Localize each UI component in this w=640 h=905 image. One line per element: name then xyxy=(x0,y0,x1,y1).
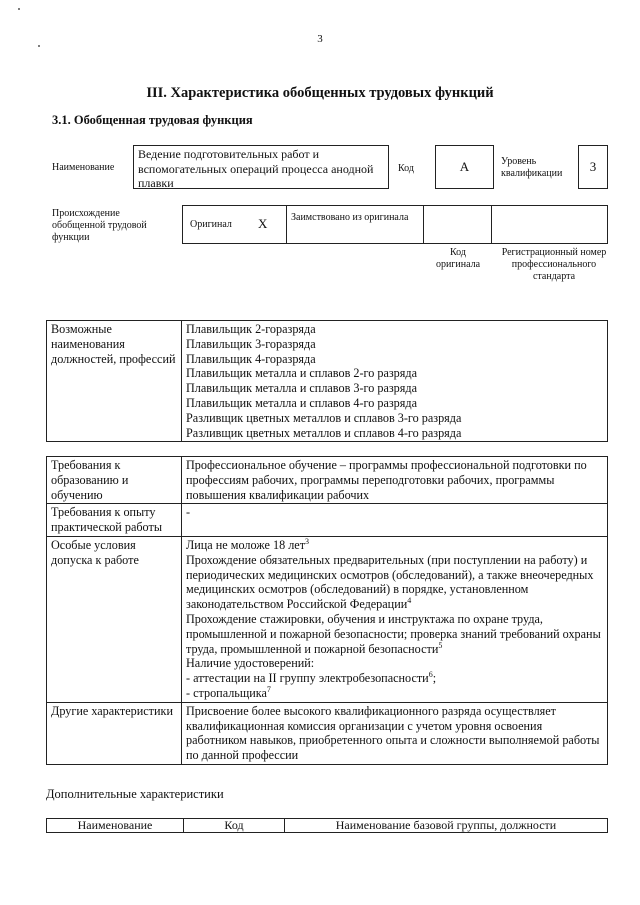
list-item: Плавильщик металла и сплавов 4-го разряда xyxy=(186,395,417,410)
origin-divider xyxy=(423,205,424,244)
table-row xyxy=(47,321,608,442)
section-title: III. Характеристика обобщенных трудовых функций xyxy=(146,85,494,101)
column-header-code: Код xyxy=(184,819,285,833)
additional-title: Дополнительные характеристики xyxy=(46,787,224,801)
table-row xyxy=(47,504,608,537)
borrowed-label: Заимствовано из оригинала xyxy=(291,212,409,223)
code-label: Код xyxy=(398,163,414,174)
origin-divider xyxy=(491,205,492,244)
special-line: - аттестации на II группу электробезопасности$^6$; xyxy=(186,670,437,686)
education-value: Профессиональное обучение – программы профессиональной подготовки по профессиям рабочих, программы переподготовки рабочих, программы повышения квалификации рабочих xyxy=(182,457,608,504)
additional-table xyxy=(46,818,608,833)
special-line: Наличие удостоверений: xyxy=(186,656,315,671)
special-line: Прохождение стажировки, обучения и инструктажа по охране труда, промышленной и пожарной безопасности; проверка знаний требований охраны труда, промышленной и пожарной безопасности$^5$ xyxy=(186,611,601,656)
list-item: Разливщик цветных металлов и сплавов 3-го разряда xyxy=(186,410,462,425)
name-label: Наименование xyxy=(52,162,115,173)
code-original-caption: Код оригинала xyxy=(435,247,481,270)
page-number: 3 xyxy=(317,33,323,45)
special-label: Особые условия допуска к работе xyxy=(47,536,182,702)
origin-label: Происхождение обобщенной трудовой функции xyxy=(52,208,147,243)
column-header-name: Наименование xyxy=(47,819,184,833)
column-header-base-group: Наименование базовой группы, должности xyxy=(285,819,608,833)
requirements-table xyxy=(46,456,608,765)
special-conditions xyxy=(182,536,608,702)
list-item: Плавильщик 3-горазряда xyxy=(186,336,316,351)
list-item: Плавильщик металла и сплавов 3-го разряда xyxy=(186,381,417,396)
original-mark: X xyxy=(258,216,268,231)
list-item: Плавильщик 2-горазряда xyxy=(186,322,316,336)
original-label: Оригинал xyxy=(190,219,232,230)
positions-label: Возможные наименования должностей, профессий xyxy=(47,321,182,442)
name-value: Ведение подготовительных работ и вспомогательных операций процесса анодной плавки xyxy=(138,147,374,190)
education-label: Требования к образованию и обучению xyxy=(47,457,182,504)
list-item: Разливщик цветных металлов и сплавов 4-го разряда xyxy=(186,425,462,440)
special-line: Лица не моложе 18 лет$^3$ xyxy=(186,536,310,552)
positions-table xyxy=(46,320,608,442)
scan-dot xyxy=(38,45,40,47)
name-value-box xyxy=(133,145,389,189)
scan-dot xyxy=(18,8,20,10)
experience-label: Требования к опыту практической работы xyxy=(47,504,182,537)
other-label: Другие характеристики xyxy=(47,702,182,764)
level-value-box xyxy=(578,145,608,189)
reg-number-caption: Регистрационный номер профессионального стандарта xyxy=(501,247,607,282)
positions-list xyxy=(182,321,608,442)
subsection-title: 3.1. Обобщенная трудовая функция xyxy=(52,113,253,127)
special-line: - стропальщика$^7$ xyxy=(186,684,271,700)
experience-value: - xyxy=(182,504,608,537)
other-value: Присвоение более высокого квалификационного разряда осуществляет квалификационная комиссия организации с учетом уровня освоения работником навыков, приобретенного опыта и сложности выполняемой работы по данной профессии xyxy=(182,702,608,764)
table-row xyxy=(47,536,608,702)
origin-box xyxy=(182,205,608,244)
origin-divider xyxy=(286,205,287,244)
list-item: Плавильщик металла и сплавов 2-го разряда xyxy=(186,366,417,381)
list-item: Плавильщик 4-горазряда xyxy=(186,351,316,366)
table-row xyxy=(47,702,608,764)
level-label: Уровень квалификации xyxy=(501,156,563,179)
table-row xyxy=(47,819,608,833)
level-value: 3 xyxy=(589,159,597,174)
code-value-box xyxy=(435,145,494,189)
special-line: Прохождение обязательных предварительных (при поступлении на работу) и периодических медицинских осмотров (обследований), а также внеочередных медицинских осмотров (обследований) в порядке, установленном законодательством Российской Федерации$^4$ xyxy=(186,552,594,612)
table-row xyxy=(47,457,608,504)
code-value: А xyxy=(459,159,470,174)
